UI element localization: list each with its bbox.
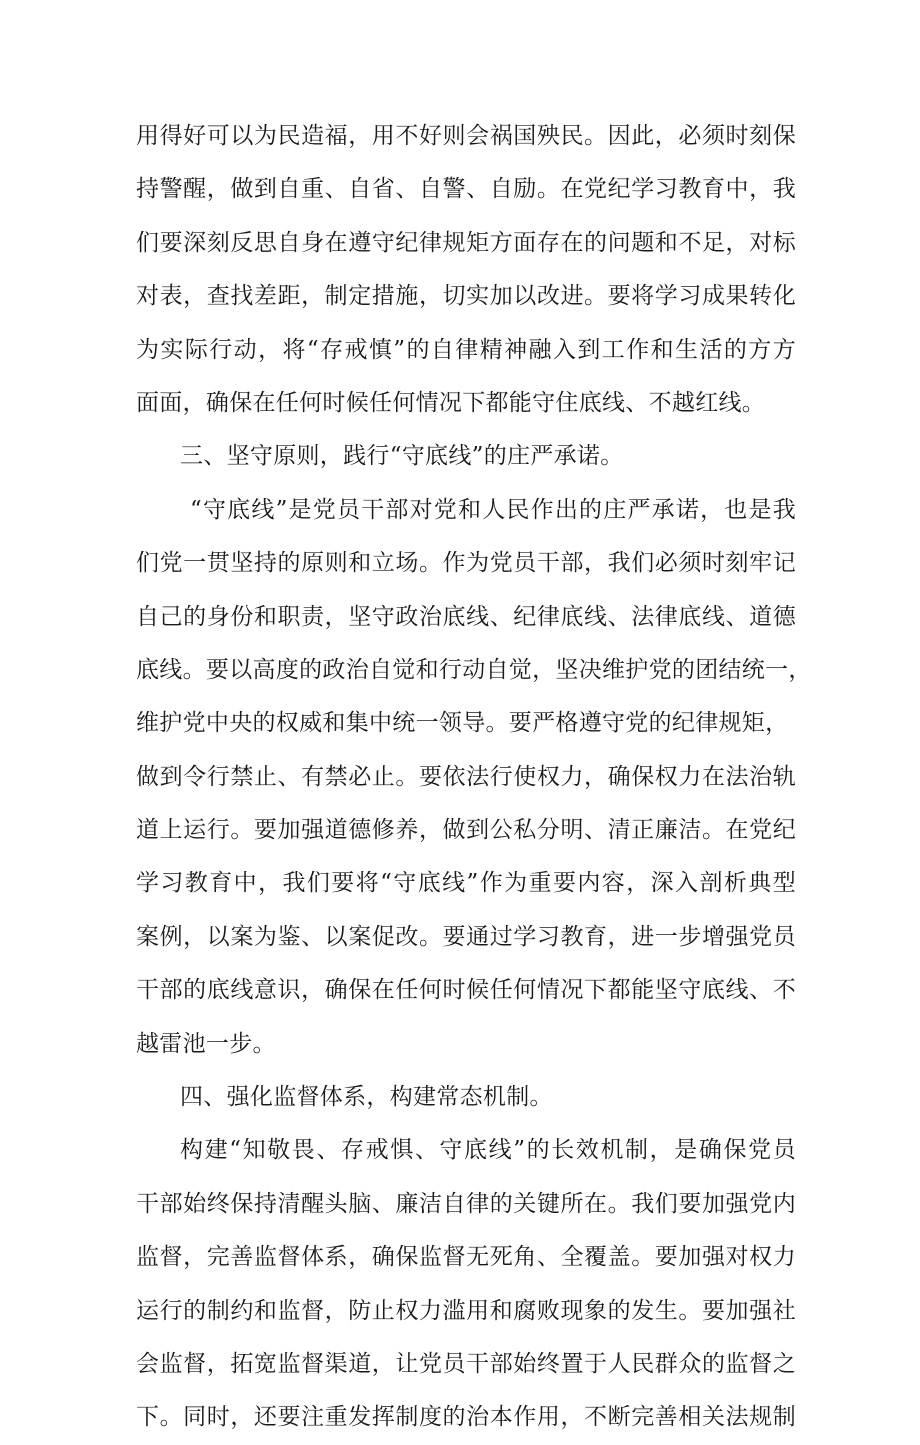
section-heading: 三、坚守原则，践行“守底线”的庄严承诺。 — [180, 443, 624, 470]
text-line: 自己的身份和职责，坚守政治底线、纪律底线、法律底线、道德 — [136, 603, 796, 630]
text-line: 们党一贯坚持的原则和立场。作为党员干部，我们必须时刻牢记 — [136, 550, 796, 577]
text-line: 案例，以案为鉴、以案促改。要通过学习教育，进一步增强党员 — [136, 923, 796, 950]
text-line: 会监督，拓宽监督渠道，让党员干部始终置于人民群众的监督之 — [136, 1350, 796, 1377]
text-line: 维护党中央的权威和集中统一领导。要严格遵守党的纪律规矩， — [136, 710, 789, 737]
text-line: 干部的底线意识，确保在任何时候任何情况下都能坚守底线、不 — [136, 977, 796, 1004]
text-line: “守底线”是党员干部对党和人民作出的庄严承诺，也是我 — [190, 496, 796, 523]
text-line: 用得好可以为民造福，用不好则会祸国殃民。因此，必须时刻保 — [136, 123, 796, 149]
text-line: 越雷池一步。 — [136, 1030, 276, 1057]
text-line: 监督，完善监督体系，确保监督无死角、全覆盖。要加强对权力 — [136, 1244, 796, 1271]
text-line: 运行的制约和监督，防止权力滥用和腐败现象的发生。要加强社 — [136, 1297, 796, 1324]
text-line: 底线。要以高度的政治自觉和行动自觉，坚决维护党的团结统一， — [136, 656, 812, 683]
text-line: 持警醒，做到自重、自省、自警、自励。在党纪学习教育中，我 — [136, 176, 796, 203]
text-line: 干部始终保持清醒头脑、廉洁自律的关键所在。我们要加强党内 — [136, 1190, 796, 1217]
text-line: 对表，查找差距，制定措施，切实加以改进。要将学习成果转化 — [136, 283, 796, 310]
text-line: 下。同时，还要注重发挥制度的治本作用，不断完善相关法规制 — [136, 1404, 796, 1431]
text-line: 面面，确保在任何时候任何情况下都能守住底线、不越红线。 — [136, 389, 766, 416]
section-heading: 四、强化监督体系，构建常态机制。 — [180, 1084, 553, 1111]
text-line: 们要深刻反思自身在遵守纪律规矩方面存在的问题和不足，对标 — [136, 229, 796, 256]
text-line: 学习教育中，我们要将“守底线”作为重要内容，深入剖析典型 — [136, 870, 796, 897]
text-line: 道上运行。要加强道德修养，做到公私分明、清正廉洁。在党纪 — [136, 817, 796, 844]
text-line: 构建“知敬畏、存戒惧、守底线”的长效机制，是确保党员 — [180, 1137, 796, 1164]
text-line: 做到令行禁止、有禁必止。要依法行使权力，确保权力在法治轨 — [136, 763, 796, 790]
text-line: 为实际行动，将“存戒慎”的自律精神融入到工作和生活的方方 — [136, 336, 796, 363]
